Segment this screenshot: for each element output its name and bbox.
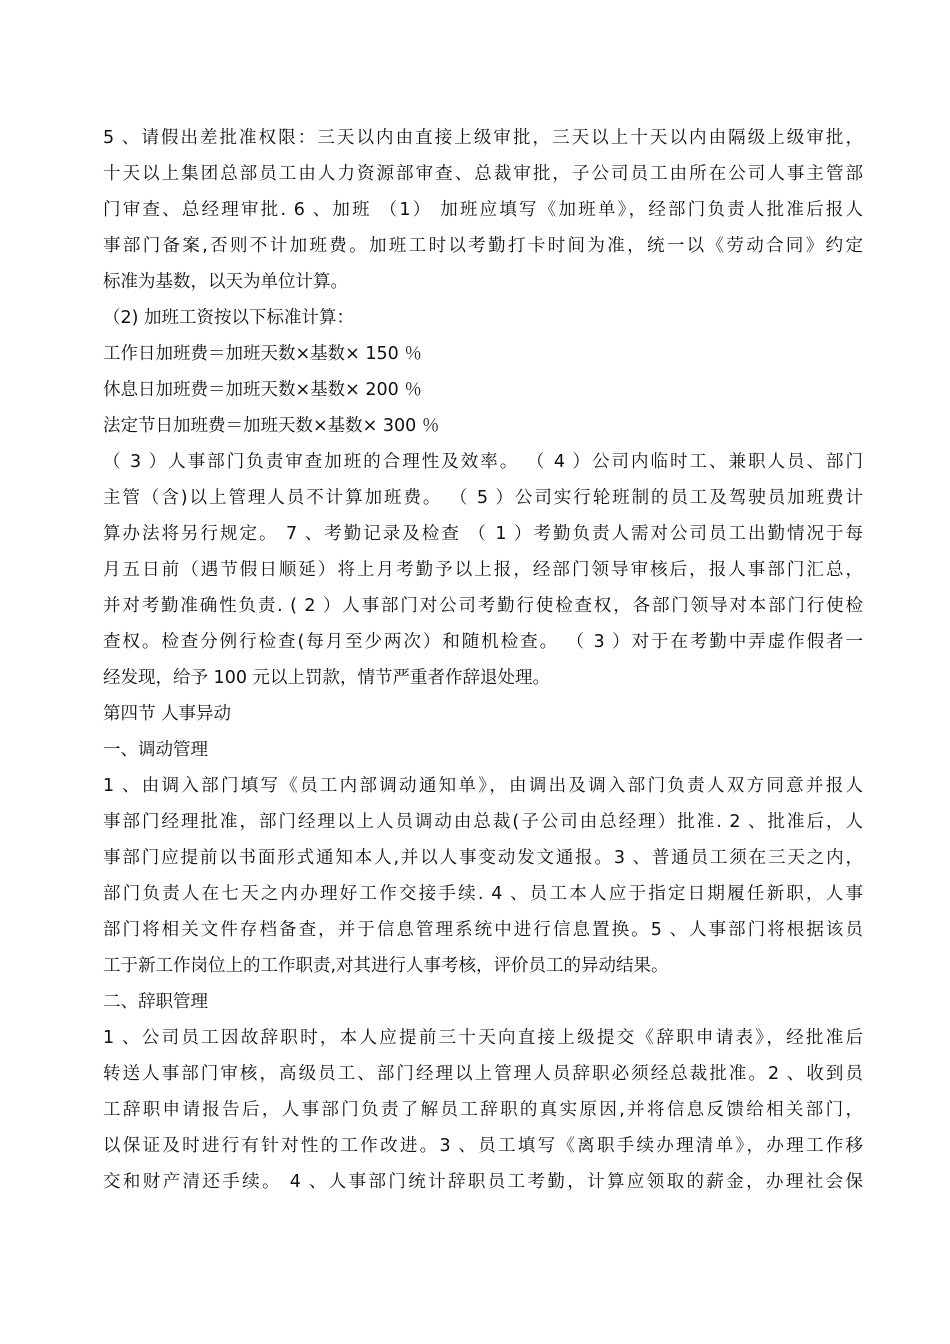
formula-line: 休息日加班费＝加班天数×基数× 200 ％ — [103, 380, 422, 400]
text-line: 主管（含)以上管理人员不计算加班费。 （ 5 ）公司实行轮班制的员工及驾驶员加班费计 — [103, 488, 863, 508]
text-line: 转送人事部门审核，高级员工、部门经理以上管理人员辞职必须经总裁批准。2 、收到员 — [103, 1064, 863, 1084]
subsection-heading: 一、调动管理 — [103, 740, 208, 760]
text-line: 部门负责人在七天之内办理好工作交接手续. 4 、员工本人应于指定日期履任新职，人事 — [103, 884, 863, 904]
text-line: 1 、由调入部门填写《员工内部调动通知单》，由调出及调入部门负责人双方同意并报人 — [103, 776, 863, 796]
section-heading: 第四节 人事异动 — [103, 704, 232, 724]
document-body — [103, 120, 863, 1200]
text-line: 1 、公司员工因故辞职时，本人应提前三十天向直接上级提交《辞职申请表》，经批准后 — [103, 1028, 863, 1048]
formula-line: 工作日加班费＝加班天数×基数× 150 ％ — [103, 344, 422, 364]
formula-line: 法定节日加班费＝加班天数×基数× 300 ％ — [103, 416, 440, 436]
text-line: 事部门备案,否则不计加班费。加班工时以考勤打卡时间为准，统一以《劳动合同》约定 — [103, 236, 863, 256]
text-line: 经发现，给予 100 元以上罚款，情节严重者作辞退处理。 — [103, 668, 551, 688]
text-line: 事部门应提前以书面形式通知本人,并以人事变动发文通报。3 、普通员工须在三天之内， — [103, 848, 863, 868]
text-line: 查权。检查分例行检查(每月至少两次）和随机检查。 （ 3 ）对于在考勤中弄虚作假者一 — [103, 632, 863, 652]
text-line: 工辞职申请报告后，人事部门负责了解员工辞职的真实原因,并将信息反馈给相关部门， — [103, 1100, 863, 1120]
text-line: 5 、请假出差批准权限：三天以内由直接上级审批，三天以上十天以内由隔级上级审批， — [103, 128, 863, 148]
text-line: 并对考勤准确性负责. ( 2 ）人事部门对公司考勤行使检查权，各部门领导对本部门行使检 — [103, 596, 863, 616]
text-line: （2) 加班工资按以下标准计算： — [103, 308, 355, 328]
text-line: 标准为基数，以天为单位计算。 — [103, 272, 348, 292]
text-line: 门审查、总经理审批. 6 、加班 （1） 加班应填写《加班单》，经部门负责人批准后报人 — [103, 200, 863, 220]
text-line: 交和财产清还手续。 4 、人事部门统计辞职员工考勤，计算应领取的薪金，办理社会保 — [103, 1172, 863, 1192]
text-line: 十天以上集团总部员工由人力资源部审查、总裁审批，子公司员工由所在公司人事主管部 — [103, 164, 863, 184]
text-line: （ 3 ）人事部门负责审查加班的合理性及效率。 （ 4 ）公司内临时工、兼职人员、部门 — [103, 452, 863, 472]
text-line: 以保证及时进行有针对性的工作改进。3 、员工填写《离职手续办理清单》，办理工作移 — [103, 1136, 863, 1156]
text-line: 月五日前（遇节假日顺延）将上月考勤予以上报，经部门领导审核后，报人事部门汇总， — [103, 560, 863, 580]
text-line: 事部门经理批准，部门经理以上人员调动由总裁(子公司由总经理）批准. 2 、批准后，人 — [103, 812, 863, 832]
text-line: 算办法将另行规定。 7 、考勤记录及检查 （ 1 ）考勤负责人需对公司员工出勤情况于每 — [103, 524, 863, 544]
text-line: 工于新工作岗位上的工作职责,对其进行人事考核，评价员工的异动结果。 — [103, 956, 669, 976]
text-line: 部门将相关文件存档备查，并于信息管理系统中进行信息置换。5 、人事部门将根据该员 — [103, 920, 863, 940]
subsection-heading: 二、辞职管理 — [103, 992, 208, 1012]
